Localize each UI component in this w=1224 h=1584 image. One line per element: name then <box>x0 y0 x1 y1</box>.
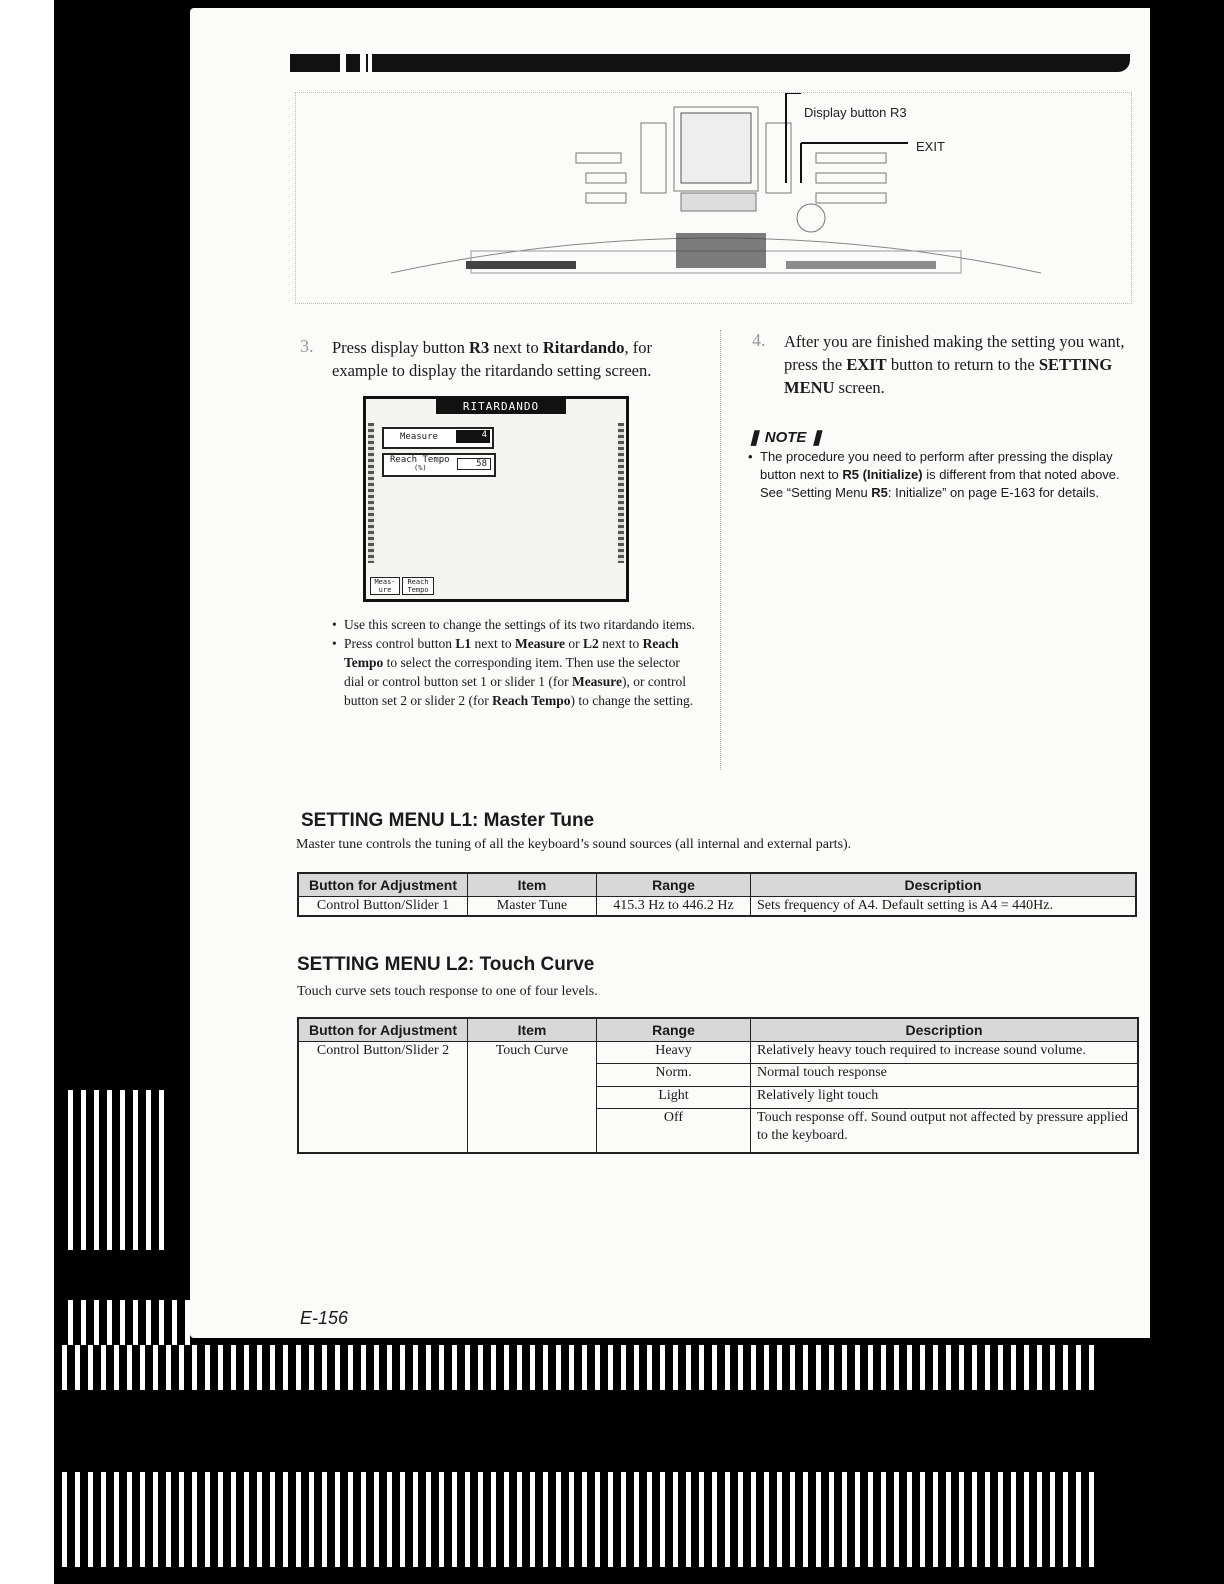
section-l2-heading: SETTING MENU L2: Touch Curve <box>297 954 595 975</box>
step-3-r3: R3 <box>469 338 490 357</box>
bullet-2: • Press control button L1 next to Measure or L2 next to Reach Tempo to select the corresponding item. Then use the selector dial or control button set 1 or slider 1 (for Measure), or control button set 2 or slider 2 (for Reach Tempo) to change the setting. <box>332 634 697 710</box>
step-3-ritardando: Ritardando <box>542 338 625 357</box>
note-title: ❚ NOTE ❚ <box>748 429 824 446</box>
col-header: Range <box>597 873 751 897</box>
step-3-text <box>332 336 702 382</box>
section-l1-heading: SETTING MENU L1: Master Tune <box>301 810 595 831</box>
col-header: Description <box>751 1018 1139 1042</box>
lcd-reach-tempo-value: 58 <box>457 458 491 470</box>
lcd-measure-row <box>382 427 494 449</box>
col-header: Button for Adjustment <box>298 1018 468 1042</box>
table-cell: Relatively heavy touch required to increase sound volume. <box>751 1042 1139 1064</box>
section-l2-description: Touch curve sets touch response to one of four levels. <box>297 984 598 999</box>
step-3-bullets <box>332 615 697 710</box>
lcd-reach-tempo-unit: (%) <box>414 464 427 472</box>
col-header: Description <box>751 873 1137 897</box>
table-cell: Relatively light touch <box>751 1086 1139 1108</box>
table-cell: Norm. <box>597 1064 751 1086</box>
section-l1-description: Master tune controls the tuning of all the keyboard’s sound sources (all internal and external parts). <box>296 837 852 852</box>
table-cell: Control Button/Slider 2 <box>298 1042 468 1154</box>
table-cell: Heavy <box>597 1042 751 1064</box>
step-4-post: screen. <box>834 378 885 398</box>
touch-curve-table <box>297 1017 1139 1154</box>
lcd-measure-label: Measure <box>400 432 438 442</box>
step-4-setting-menu: SETTING MENU <box>784 355 1113 398</box>
step-4-mid: button to return to the <box>886 355 1039 375</box>
table-cell: Master Tune <box>468 897 597 917</box>
table-cell: Touch Curve <box>468 1042 597 1154</box>
scan-margin <box>0 0 54 1584</box>
step-3-post: , for example to display the ritardando setting screen. <box>332 338 652 381</box>
callout-exit: EXIT <box>916 139 945 154</box>
step-4-exit: EXIT <box>846 355 887 375</box>
bullet-1: • Use this screen to change the settings of its two ritardando items. <box>332 615 697 634</box>
table-header-row <box>298 1018 1138 1042</box>
table-header-row <box>298 873 1136 897</box>
scan-noise <box>54 1345 1094 1390</box>
lcd-reach-tempo-row <box>382 453 496 477</box>
table-cell: Off <box>597 1109 751 1153</box>
col-header: Button for Adjustment <box>298 873 468 897</box>
column-divider <box>720 330 721 770</box>
table-cell: 415.3 Hz to 446.2 Hz <box>597 897 751 917</box>
table-cell: Touch response off. Sound output not affected by pressure applied to the keyboard. <box>751 1109 1139 1153</box>
lcd-foot-measure: Meas- ure <box>370 577 400 595</box>
table-cell: Sets frequency of A4. Default setting is A4 = 440Hz. <box>751 897 1137 917</box>
col-header: Range <box>597 1018 751 1042</box>
table-row <box>298 1042 1138 1064</box>
lcd-reach-tempo-label: Reach Tempo <box>390 455 450 465</box>
table-row <box>298 897 1136 917</box>
step-number-3: 3. <box>300 336 314 356</box>
note-body: • The procedure you need to perform after pressing the display button next to R5 (Initialize) is different from that noted above. See “Setting Menu R5: Initialize” on page E-163 for details. <box>748 448 1145 502</box>
keyboard-panel-drawing <box>296 93 1131 303</box>
step-3-mid: next to <box>489 338 543 357</box>
scan-noise <box>54 1472 1094 1567</box>
lcd-title: RITARDANDO <box>436 399 566 414</box>
page-number: E-156 <box>300 1308 349 1328</box>
step-4-pre: After you are finished making the setting you want, press the <box>784 332 1125 375</box>
lcd-side-bar <box>368 423 374 563</box>
lcd-side-bar <box>618 423 624 563</box>
keyboard-panel-illustration <box>295 92 1132 304</box>
table-cell: Control Button/Slider 1 <box>298 897 468 917</box>
lcd-measure-value: 4 <box>456 430 490 443</box>
table-cell: Normal touch response <box>751 1064 1139 1086</box>
lcd-foot-reach-tempo: Reach Tempo <box>402 577 434 595</box>
step-4-text <box>784 330 1129 399</box>
col-header: Item <box>468 873 597 897</box>
step-number-4: 4. <box>752 330 766 350</box>
col-header: Item <box>468 1018 597 1042</box>
master-tune-table <box>297 872 1137 917</box>
scan-noise <box>60 1090 170 1250</box>
table-cell: Light <box>597 1086 751 1108</box>
step-3-pre: Press display button <box>332 338 470 357</box>
lcd-screen-illustration <box>363 396 629 602</box>
callout-display-button-r3: Display button R3 <box>804 105 907 120</box>
header-bar <box>290 54 1130 72</box>
